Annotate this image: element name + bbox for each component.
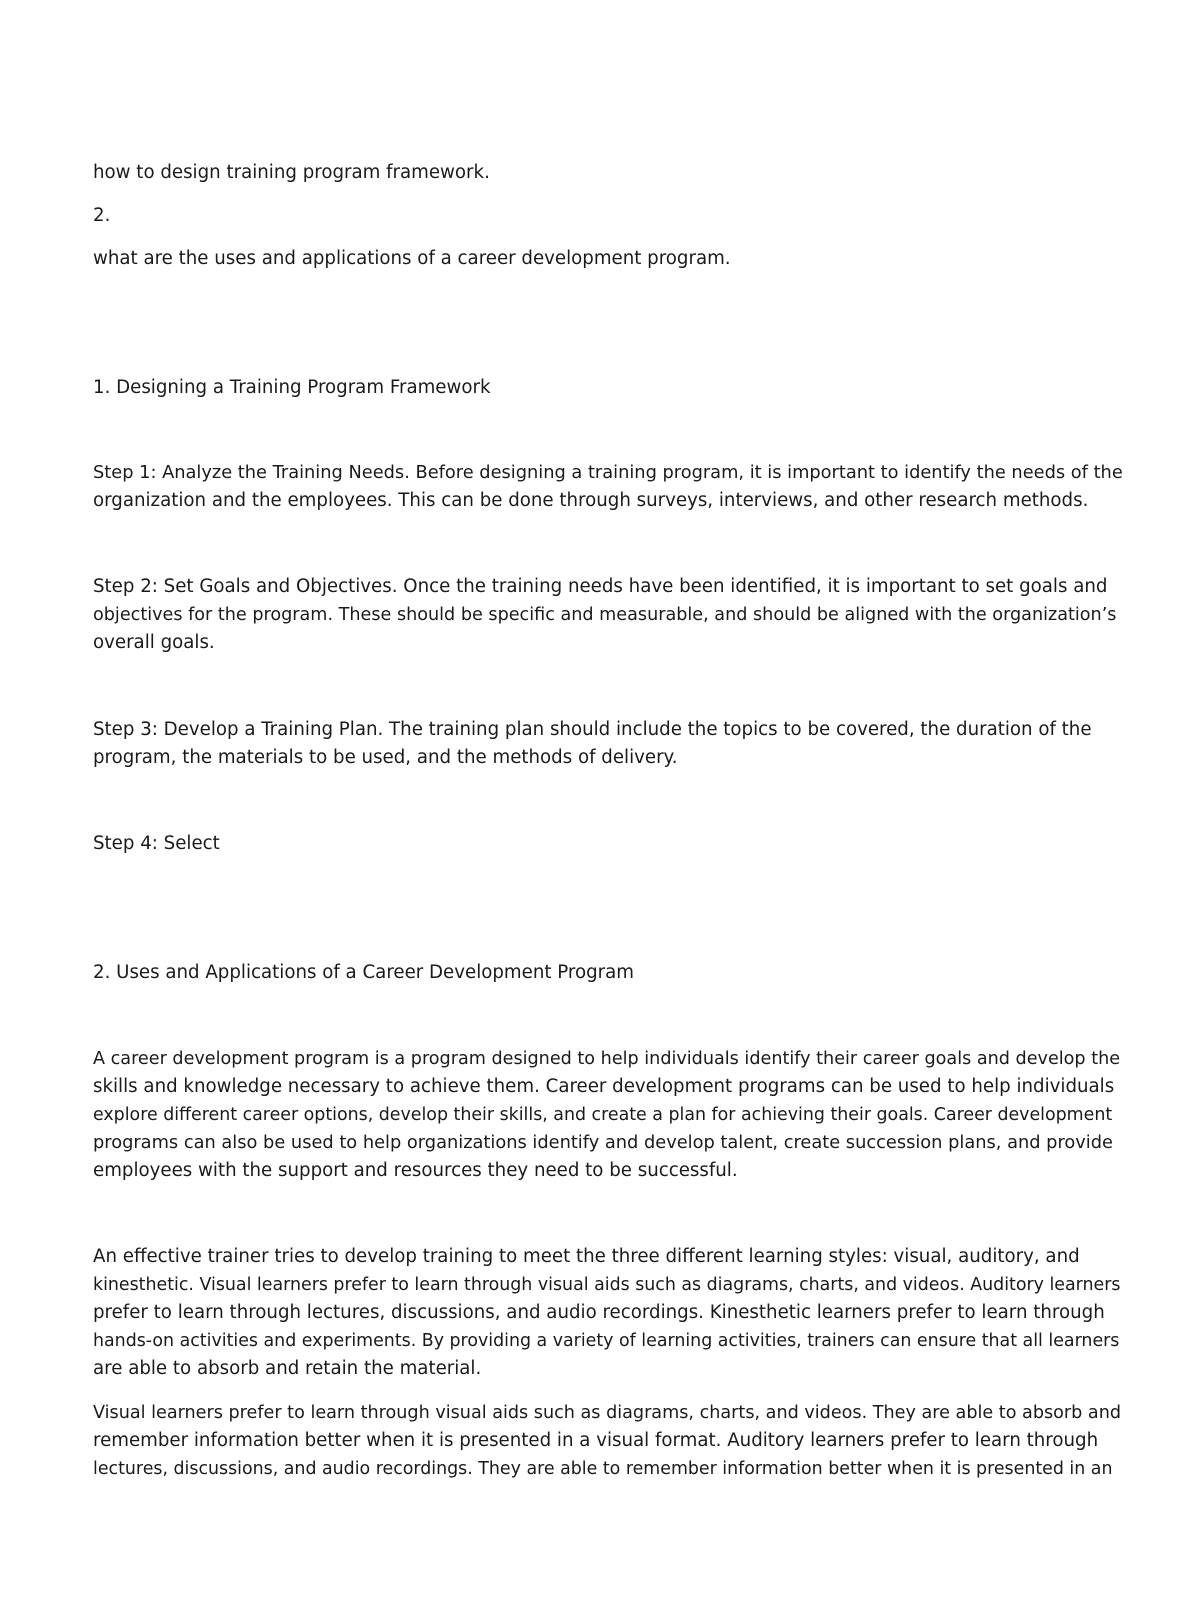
trainer-paragraph-line: An effective trainer tries to develop training to meet the three different learning styles: visual, auditory, and [93,1246,1080,1267]
trainer-paragraph-line: kinesthetic. Visual learners prefer to learn through visual aids such as diagrams, charts, and videos. Auditory learners [93,1275,1121,1295]
career-paragraph-line: programs can also be used to help organizations identify and develop talent, create succession plans, and provide [93,1132,1113,1153]
step-3-line: Step 3: Develop a Training Plan. The training plan should include the topics to be covered, the duration of the [93,719,1092,740]
step-1-line: organization and the employees. This can be done through surveys, interviews, and other research methods. [93,490,1089,511]
trainer-paragraph-line: hands-on activities and experiments. By providing a variety of learning activities, trainers can ensure that all learners [93,1331,1120,1351]
trainer-paragraph-line: are able to absorb and retain the material. [93,1358,482,1379]
step-1-line: Step 1: Analyze the Training Needs. Before designing a training program, it is important to identify the needs of the [93,462,1123,483]
visual-paragraph-line: Visual learners prefer to learn through visual aids such as diagrams, charts, and videos. They are able to absorb and [93,1403,1122,1423]
step-2-line: objectives for the program. These should be specific and measurable, and should be aligned with the organization’s [93,605,1117,625]
section-2-heading: 2. Uses and Applications of a Career Development Program [93,962,634,983]
step-2-line: Step 2: Set Goals and Objectives. Once the training needs have been identified, it is important to set goals and [93,576,1108,597]
question-1: how to design training program framework. [93,162,490,183]
question-2: what are the uses and applications of a career development program. [93,248,731,269]
trainer-paragraph-line: prefer to learn through lectures, discussions, and audio recordings. Kinesthetic learners prefer to learn through [93,1302,1105,1323]
career-paragraph-line: skills and knowledge necessary to achieve them. Career development programs can be used to help individuals [93,1076,1115,1097]
step-2-line: overall goals. [93,632,215,653]
career-paragraph-line: A career development program is a program designed to help individuals identify their career goals and develop the [93,1049,1121,1069]
career-paragraph-line: employees with the support and resources they need to be successful. [93,1160,738,1181]
question-2-number: 2. [93,205,111,226]
step-3-line: program, the materials to be used, and the methods of delivery. [93,747,678,768]
section-1-heading: 1. Designing a Training Program Framework [93,377,491,398]
visual-paragraph-line: lectures, discussions, and audio recordings. They are able to remember information better when it is presented in an [93,1459,1113,1479]
visual-paragraph-line: remember information better when it is presented in a visual format. Auditory learners prefer to learn through [93,1430,1099,1451]
career-paragraph-line: explore different career options, develop their skills, and create a plan for achieving their goals. Career development [93,1105,1113,1125]
step-4: Step 4: Select [93,833,220,854]
